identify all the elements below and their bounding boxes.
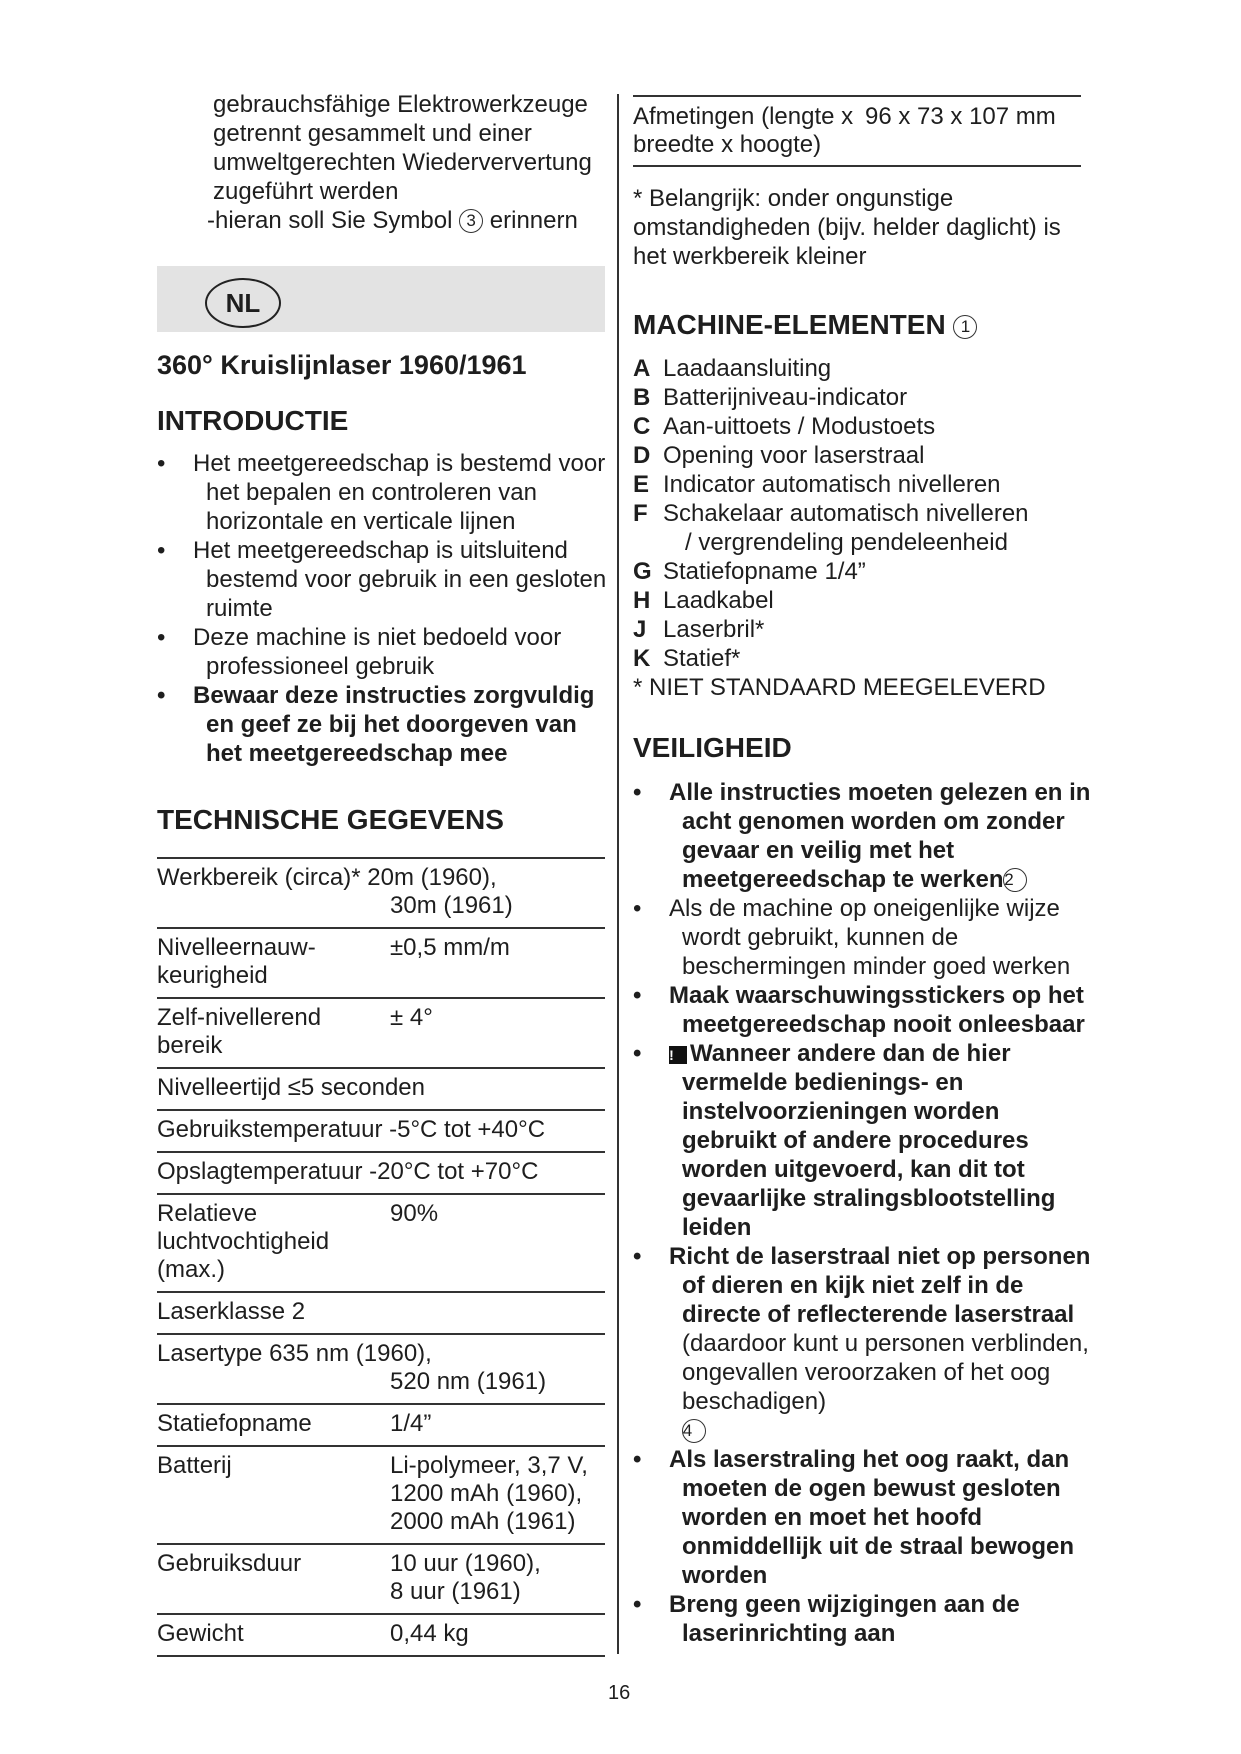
product-title: 360° Kruislijnlaser 1960/1961 <box>157 350 527 380</box>
list-item: J Laserbril* <box>633 616 765 643</box>
list-item: • Het meetgereedschap is bestemd voor het bepalen en controleren van horizontale en verticale lijnen <box>157 449 607 536</box>
list-item: H Laadkabel <box>633 587 774 614</box>
table-row: Lasertype 635 nm (1960), 520 nm (1961) <box>157 1335 605 1405</box>
introductie-heading: INTRODUCTIE <box>157 405 349 436</box>
list-item: B Batterijniveau-indicator <box>633 384 908 411</box>
list-item: • Het meetgereedschap is uitsluitend bestemd voor gebruik in een gesloten ruimte <box>157 536 607 623</box>
page-number: 16 <box>608 1682 631 1704</box>
list-item: D Opening voor laserstraal <box>633 442 925 469</box>
table-row: Werkbereik (circa)* 20m (1960), 30m (1961) <box>157 859 605 929</box>
table-row: Nivelleertijd ≤5 seconden <box>157 1069 605 1111</box>
list-item: • Maak waarschuwingsstickers op het meetgereedschap nooit onleesbaar <box>633 981 1093 1039</box>
language-badge: NL <box>205 278 281 328</box>
tech-table <box>157 857 605 1657</box>
list-item: E Indicator automatisch nivelleren <box>633 471 1001 498</box>
table-row: Statiefopname 1/4” <box>157 1405 605 1447</box>
list-item: C Aan-uittoets / Modustoets <box>633 413 936 440</box>
symbol-line <box>207 206 592 235</box>
continuation-line: getrennt gesammelt und einer <box>213 120 532 147</box>
footnote: * NIET STANDAARD MEEGELEVERD <box>633 674 1046 701</box>
table-row: Zelf-nivellerend bereik± 4° <box>157 999 605 1069</box>
list-item: K Statief* <box>633 645 741 672</box>
warning-icon: ! <box>669 1046 687 1064</box>
list-item: • Bewaar deze instructies zorgvuldig en geef ze bij het doorgeven van het meetgereedschap mee <box>157 681 607 768</box>
list-item: • Alle instructies moeten gelezen en in acht genomen worden om zonder gevaar en veilig met het meetgereedschap te werken2 <box>633 778 1093 894</box>
table-row: Opslagtemperatuur -20°C tot +70°C <box>157 1153 605 1195</box>
afmetingen-row: Afmetingen (lengte x breedte x hoogte)96 x 73 x 107 mm <box>633 95 1081 167</box>
table-row: Gewicht 0,44 kg <box>157 1615 605 1657</box>
continuation-line: umweltgerechten Wiederververtung <box>213 149 592 176</box>
list-item: • Richt de laserstraal niet op personen of dieren en kijk niet zelf in de directe of reflecterende laserstraal (daardoor kunt u personen verblinden, ongevallen veroorzaken of het oog beschadigen) 4 <box>633 1242 1093 1445</box>
figure-number-icon: 1 <box>953 315 977 339</box>
table-row: Gebruikstemperatuur -5°C tot +40°C <box>157 1111 605 1153</box>
german-continuation <box>207 90 592 235</box>
machine-elementen-list <box>633 354 1083 702</box>
list-item: • Als de machine op oneigenlijke wijze wordt gebruikt, kunnen de beschermingen minder goed werken <box>633 894 1093 981</box>
technische-heading: TECHNISCHE GEGEVENS <box>157 804 504 835</box>
symbol-number-icon: 3 <box>459 209 483 233</box>
continuation-line: gebrauchsfähige Elektrowerkzeuge <box>213 91 588 118</box>
introductie-list <box>157 449 607 768</box>
list-item: • Breng geen wijzigingen aan de laserinrichting aan <box>633 1590 1093 1648</box>
continuation-line: zugeführt werden <box>213 178 399 205</box>
list-item: • Als laserstraling het oog raakt, dan moeten de ogen bewust gesloten worden en moet het hoofd onmiddellijk uit de straal bewogen worden <box>633 1445 1093 1590</box>
list-item: A Laadaansluiting <box>633 355 832 382</box>
veiligheid-list <box>633 778 1093 1648</box>
list-item: F Schakelaar automatisch nivelleren / vergrendeling pendeleenheid <box>633 500 1029 556</box>
table-row: Laserklasse 2 <box>157 1293 605 1335</box>
table-row: Batterij Li-polymeer, 3,7 V, 1200 mAh (1960), 2000 mAh (1961) <box>157 1447 605 1545</box>
list-item: G Statiefopname 1/4” <box>633 558 866 585</box>
column-divider <box>617 94 619 1654</box>
list-item: • Deze machine is niet bedoeld voor professioneel gebruik <box>157 623 607 681</box>
machine-elementen-heading: MACHINE-ELEMENTEN 1 <box>633 309 977 341</box>
figure-number-icon: 4 <box>682 1419 706 1443</box>
list-item: • ! Wanneer andere dan de hier vermelde bedienings- en instelvoorzieningen worden gebruikt of andere procedures worden uitgevoerd, kan dit tot gevaarlijke stralingsblootstelling leiden <box>633 1039 1093 1242</box>
veiligheid-heading: VEILIGHEID <box>633 732 792 763</box>
symbol-text: -hieran soll Sie Symbol <box>207 207 453 234</box>
table-row: Relatieve luchtvochtigheid (max.)90% <box>157 1195 605 1293</box>
figure-number-icon: 2 <box>1003 868 1027 892</box>
werkbereik-note: * Belangrijk: onder ongunstige omstandigheden (bijv. helder daglicht) is het werkbereik kleiner <box>633 185 1061 270</box>
symbol-text-end: erinnern <box>489 207 578 234</box>
table-row: Gebruiksduur 10 uur (1960), 8 uur (1961) <box>157 1545 605 1615</box>
table-row: Nivelleernauw- keurigheid±0,5 mm/m <box>157 929 605 999</box>
